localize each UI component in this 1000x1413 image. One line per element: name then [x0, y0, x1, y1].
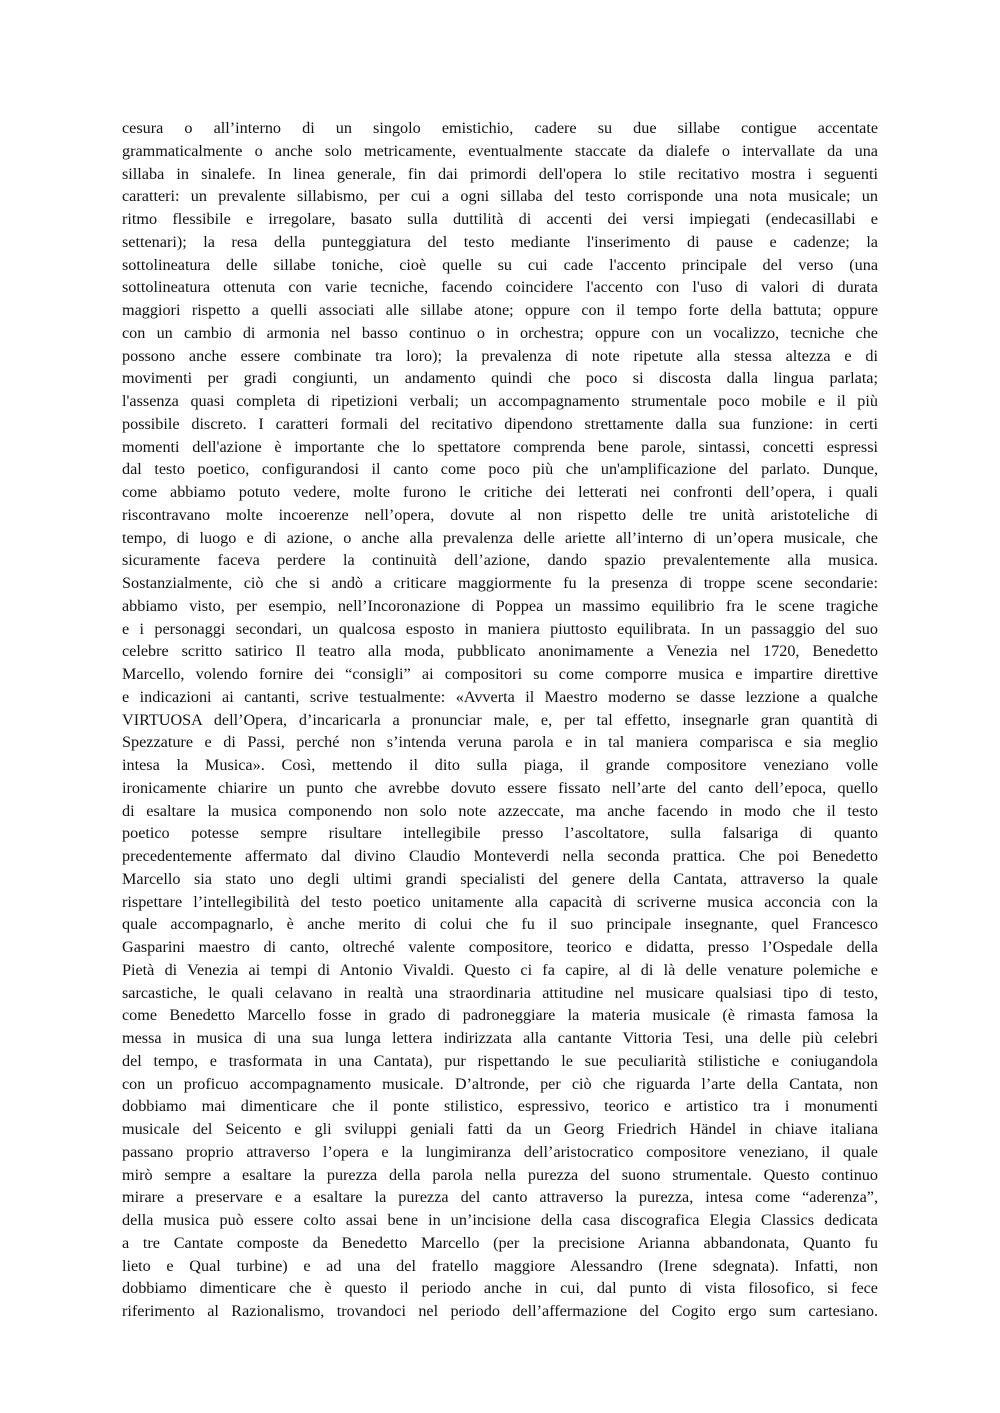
text-line: precedentemente affermato dal divino Claudio Monteverdi nella seconda prattica. Che poi Benedetto — [122, 847, 878, 865]
text-line: cesura o all’interno di un singolo emistichio, cadere su due sillabe contigue accentate — [122, 119, 878, 137]
text-line: celebre scritto satirico Il teatro alla moda, pubblicato anonimamente a Venezia nel 1720, Benedetto — [122, 642, 878, 661]
text-line: sottolineatura delle sillabe toniche, cioè quelle su cui cade l'accento principale del verso (una — [122, 255, 878, 274]
text-line: e i personaggi secondari, un qualcosa esposto in maniera piuttosto equilibrata. In un passaggio del suo — [122, 619, 878, 638]
text-line: possibile discreto. I caratteri formali del recitativo dipendono strettamente dalla sua funzione: in certi — [122, 414, 878, 433]
text-line: sicuramente faceva perdere la continuità dell’azione, dando spazio prevalentemente alla musica. — [122, 551, 878, 570]
text-line: rispettare l’intellegibilità del testo poetico unitamente alla capacità di scriverne musica acconcia con la — [122, 892, 878, 911]
text-line: con un proficuo accompagnamento musicale. D’altronde, per ciò che riguarda l’arte della Cantata, non — [122, 1074, 878, 1093]
text-line: messa in musica di una sua lunga lettera indirizzata alla cantante Vittoria Tesi, una delle più celebri — [122, 1029, 878, 1047]
text-line: settenari); la resa della punteggiatura del testo mediante l'inserimento di pause e cadenze; la — [122, 232, 878, 251]
text-line: quale accompagnarlo, è anche merito di colui che fu il suo principale insegnante, quel Francesco — [122, 915, 878, 934]
text-line: abbiamo visto, per esempio, nell’Incoronazione di Poppea un massimo equilibrio fra le scene tragiche — [122, 596, 878, 615]
text-line: tempo, di luogo e di azione, o anche alla prevalenza delle ariette all’interno di un’opera musicale, che — [122, 528, 878, 547]
text-line: e indicazioni ai cantanti, scrive testualmente: «Avverta il Maestro moderno se dasse lezzione a qualche — [122, 687, 878, 706]
text-line: riferimento al Razionalismo, trovandoci nel periodo dell’affermazione del Cogito ergo sum cartesiano. — [122, 1302, 878, 1320]
text-line: ritmo flessibile e irregolare, basato sulla duttilità di accenti dei versi impiegati (endecasillabi e — [122, 210, 878, 228]
text-line: grammaticalmente o anche solo metricamente, eventualmente staccate da dialefe o intervallate da una — [122, 141, 878, 160]
text-line: movimenti per gradi congiunti, un andamento quindi che poco si discosta dalla lingua parlata; — [122, 369, 878, 388]
text-line: momenti dell'azione è importante che lo spettatore comprenda bene parole, sintassi, concetti espressi — [122, 437, 878, 456]
body-text — [122, 117, 878, 1323]
text-line: lieto e Qual turbine) e ad una del fratello maggiore Alessandro (Irene sdegnata). Infatti, non — [122, 1256, 878, 1275]
text-line: del tempo, e trasformata in una Cantata), pur rispettando le sue peculiarità stilistiche e coniugandola — [122, 1051, 878, 1070]
text-line: maggiori rispetto a quelli associati alle sillabe atone; oppure con il tempo forte della battuta; oppure — [122, 301, 878, 319]
text-line: caratteri: un prevalente sillabismo, per cui a ogni sillaba del testo corrisponde una nota musicale; un — [122, 187, 878, 206]
text-line: dobbiamo dimenticare che è questo il periodo anche in cui, dal punto di vista filosofico, si fece — [122, 1279, 878, 1298]
text-line: mirare a preservare e a esaltare la purezza del canto attraverso la purezza, intesa come “aderenza”, — [122, 1188, 878, 1207]
text-line: dobbiamo mai dimenticare che il ponte stilistico, espressivo, teorico e artistico tra i monumenti — [122, 1097, 878, 1116]
text-line: intesa la Musica». Così, mettendo il dito sulla piaga, il grande compositore veneziano volle — [122, 756, 878, 774]
text-line: possono anche essere combinate tra loro); la prevalenza di note ripetute alla stessa altezza e di — [122, 346, 878, 365]
text-line: della musica può essere colto assai bene in un’incisione della casa discografica Elegia Classics dedicata — [122, 1211, 878, 1229]
text-line: VIRTUOSA dell’Opera, d’incaricarla a pronunciar male, e, per tal effetto, insegnarle gran quantità di — [122, 710, 878, 729]
text-line: ironicamente chiarire un punto che avrebbe dovuto essere fissato nell’arte del canto dell’epoca, quello — [122, 778, 878, 797]
text-line: poetico potesse sempre risultare intellegibile presso l’ascoltatore, sulla falsariga di quanto — [122, 824, 878, 843]
text-line: Sostanzialmente, ciò che si andò a criticare maggiormente fu la presenza di troppe scene secondarie: — [122, 574, 878, 592]
text-line: come Benedetto Marcello fosse in grado di padroneggiare la materia musicale (è rimasta famosa la — [122, 1006, 878, 1025]
text-line: Gasparini maestro di canto, oltreché valente compositore, teorico e didatta, presso l’Ospedale della — [122, 938, 878, 956]
text-line: Spezzature e di Passi, perché non s’intenda veruna parola e in tal maniera comparisca e sia meglio — [122, 733, 878, 752]
text-line: mirò sempre a esaltare la purezza della parola nella purezza del suono strumentale. Questo continuo — [122, 1165, 878, 1184]
text-line: musicale del Seicento e gli sviluppi geniali fatti da un Georg Friedrich Händel in chiave italiana — [122, 1120, 878, 1138]
text-line: sarcastiche, le quali celavano in realtà una straordinaria attitudine nel musicare qualsiasi tipo di testo, — [122, 983, 878, 1002]
text-line: l'assenza quasi completa di ripetizioni verbali; un accompagnamento strumentale poco mobile e il più — [122, 392, 878, 410]
text-line: dal testo poetico, configurandosi il canto come poco più che un'amplificazione del parlato. Dunque, — [122, 460, 878, 479]
text-line: con un cambio di armonia nel basso continuo o in orchestra; oppure con un vocalizzo, tecniche che — [122, 323, 878, 342]
text-line: passano proprio attraverso l’opera e la lungimiranza dell’aristocratico compositore veneziano, il quale — [122, 1142, 878, 1161]
text-line: sillaba in sinalefe. In linea generale, fin dai primordi dell'opera lo stile recitativo mostra i seguenti — [122, 164, 878, 183]
text-line: Marcello, volendo fornire dei “consigli” ai compositori su come comporre musica e impartire direttive — [122, 665, 878, 683]
text-line: come abbiamo potuto vedere, molte furono le critiche dei letterati nei confronti dell’opera, i quali — [122, 483, 878, 501]
text-line: Pietà di Venezia ai tempi di Antonio Vivaldi. Questo ci fa capire, al di là delle venature polemiche e — [122, 960, 878, 979]
text-line: riscontravano molte incoerenze nell’opera, dovute al non rispetto delle tre unità aristoteliche di — [122, 505, 878, 524]
text-line: Marcello sia stato uno degli ultimi grandi specialisti del genere della Cantata, attraverso la quale — [122, 869, 878, 888]
text-line: sottolineatura ottenuta con varie tecniche, facendo coincidere l'accento con l'uso di valori di durata — [122, 278, 878, 297]
text-line: di esaltare la musica componendo non solo note azzeccate, ma anche facendo in modo che il testo — [122, 801, 878, 820]
text-line: a tre Cantate composte da Benedetto Marcello (per la precisione Arianna abbandonata, Quanto fu — [122, 1233, 878, 1252]
